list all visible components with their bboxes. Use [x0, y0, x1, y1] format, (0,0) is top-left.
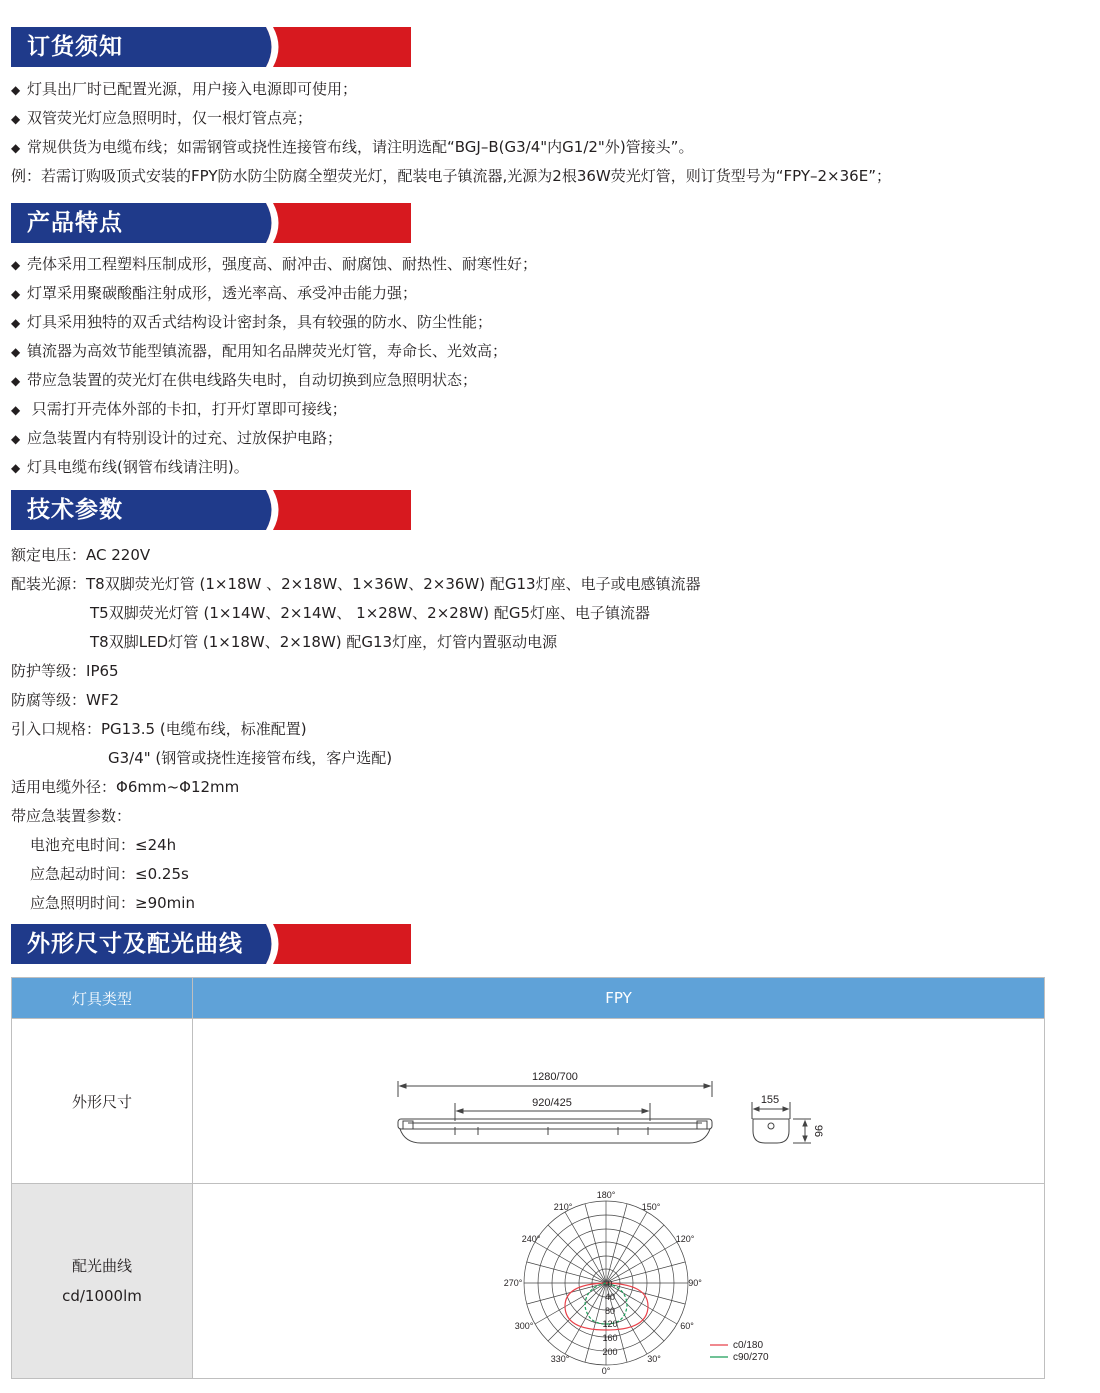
angle-180: 180° [596, 1190, 616, 1200]
curve-label-2: cd/1000lm [62, 1287, 142, 1305]
param-ip: 防护等级：IP65 [11, 662, 119, 680]
list-item: ◆ 双管荧光灯应急照明时，仅一根灯管点亮； [11, 109, 313, 127]
param-entry-2: G3/4" (钢管或挠性连接管布线，客户选配) [108, 749, 393, 767]
features-list [11, 250, 537, 482]
list-item: ◆ 灯具采用独特的双舌式结构设计密封条，具有较强的防水、防尘性能； [11, 313, 493, 331]
dim-drawing-cell [193, 1019, 1045, 1184]
param-light-source-3: T8双脚LED灯管 (1×18W、2×18W) 配G13灯座，灯管内置驱动电源 [90, 633, 558, 651]
legend-c0: c0/180 [733, 1340, 764, 1351]
ring-80: 80 [604, 1306, 616, 1316]
ring-0: 0 [607, 1279, 613, 1289]
dim-label: 外形尺寸 [12, 1019, 193, 1184]
section-title: 技术参数 [27, 497, 123, 523]
list-item: ◆ 常规供货为电缆布线；如需钢管或挠性连接管布线，请注明选配“BGJ–B(G3/4"内G1/2"外)管接头”。 [11, 138, 694, 156]
legend-c90: c90/270 [733, 1352, 769, 1363]
header-model: FPY [193, 978, 1045, 1019]
angle-60: 60° [680, 1321, 694, 1331]
section-header-dims [11, 924, 411, 964]
dim-inner-label: 920/425 [532, 1097, 572, 1109]
curve-label-1: 配光曲线 [71, 1257, 132, 1275]
table-header-row [12, 978, 1045, 1019]
list-item: ◆ 应急装置内有特别设计的过充、过放保护电路； [11, 429, 343, 447]
param-charge: 电池充电时间：≤24h [30, 836, 177, 854]
section-title: 订货须知 [27, 34, 123, 60]
table-row-dimensions [12, 1019, 1045, 1184]
param-emergency: 带应急装置参数： [11, 807, 132, 825]
section-title: 外形尺寸及配光曲线 [27, 931, 243, 957]
polar-diagram [193, 1184, 1044, 1374]
list-item: ◆ 只需打开壳体外部的卡扣，打开灯罩即可接线； [11, 400, 347, 418]
dimension-drawing [193, 1019, 1044, 1179]
dim-height-label: 96 [812, 1124, 824, 1138]
angle-90: 90° [688, 1278, 702, 1288]
angle-300: 300° [514, 1321, 534, 1331]
param-duration: 应急照明时间：≥90min [30, 894, 195, 912]
angle-240: 240° [521, 1234, 541, 1244]
curve-cell [193, 1184, 1045, 1379]
param-entry: 引入口规格：PG13.5 (电缆布线，标准配置) [11, 720, 307, 738]
angle-30: 30° [647, 1354, 661, 1364]
param-light-source-2: T5双脚荧光灯管 (1×14W、2×14W、 1×28W、2×28W) 配G5灯座、电子镇流器 [90, 604, 651, 622]
angle-330: 330° [550, 1354, 570, 1364]
list-item: ◆ 壳体采用工程塑料压制成形，强度高、耐冲击、耐腐蚀、耐热性、耐寒性好； [11, 255, 538, 273]
header-type: 灯具类型 [12, 978, 193, 1019]
list-item: ◆ 带应急装置的荧光灯在供电线路失电时，自动切换到应急照明状态； [11, 371, 478, 389]
ring-160: 160 [602, 1333, 618, 1343]
angle-210: 210° [553, 1202, 573, 1212]
angle-0: 0° [601, 1366, 611, 1374]
dim-long-label: 1280/700 [532, 1071, 578, 1083]
tech-params [11, 541, 701, 918]
spec-table [11, 977, 1045, 1379]
section-header-tech [11, 490, 411, 530]
param-cable: 适用电缆外径：Φ6mm~Φ12mm [11, 778, 240, 796]
table-row-curve [12, 1184, 1045, 1379]
list-item: ◆ 灯具电缆布线(钢管布线请注明)。 [11, 458, 249, 476]
section-title: 产品特点 [27, 210, 123, 236]
curve-label [12, 1184, 193, 1379]
order-example: 例：若需订购吸顶式安装的FPY防水防尘防腐全塑荧光灯，配装电子镇流器,光源为2根36W荧光灯管，则订货型号为“FPY–2×36E”； [11, 167, 891, 185]
dim-width-label: 155 [760, 1094, 780, 1106]
ring-200: 200 [602, 1347, 618, 1357]
list-item: ◆ 灯罩采用聚碳酸酯注射成形，透光率高、承受冲击能力强； [11, 284, 418, 302]
param-start: 应急起动时间：≤0.25s [30, 865, 189, 883]
ring-120: 120 [602, 1319, 618, 1329]
list-item: ◆ 灯具出厂时已配置光源，用户接入电源即可使用； [11, 80, 358, 98]
section-header-ordering [11, 27, 411, 67]
param-voltage: 额定电压：AC 220V [11, 546, 151, 564]
angle-150: 150° [641, 1202, 661, 1212]
param-anticorrosion: 防腐等级：WF2 [11, 691, 120, 709]
angle-120: 120° [675, 1234, 695, 1244]
ordering-list [11, 75, 891, 191]
angle-270: 270° [503, 1278, 523, 1288]
section-header-features [11, 203, 411, 243]
param-light-source: 配装光源：T8双脚荧光灯管 (1×18W 、2×18W、1×36W、2×36W) 配G13灯座、电子或电感镇流器 [11, 575, 701, 593]
list-item: ◆ 镇流器为高效节能型镇流器，配用知名品牌荧光灯管，寿命长、光效高； [11, 342, 508, 360]
ring-40: 40 [604, 1292, 616, 1302]
